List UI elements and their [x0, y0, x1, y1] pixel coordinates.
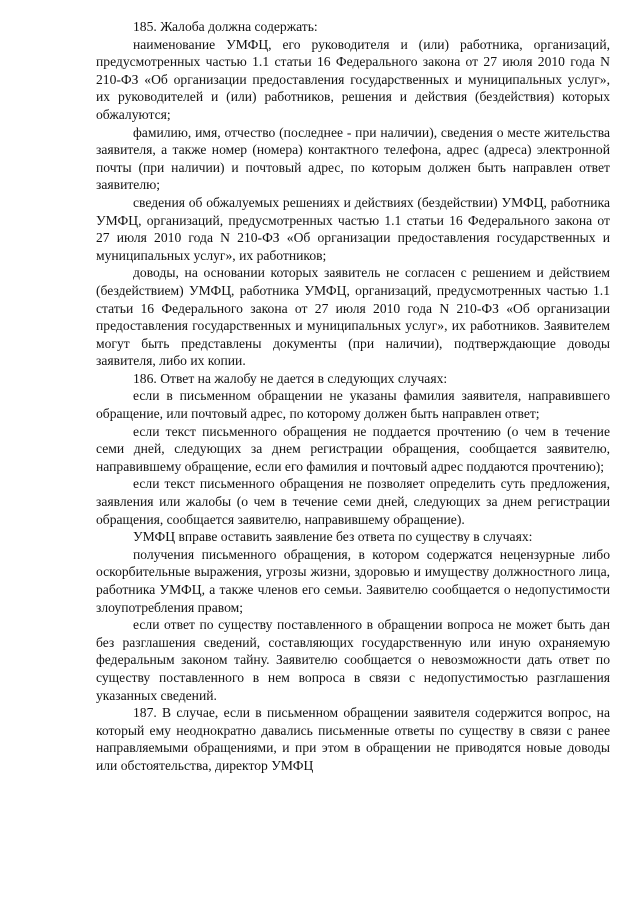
clause-186-item-2: если текст письменного обращения не поддается прочтению (о чем в течение семи дней, следующих за днем регистрации обращения, сообщается заявителю, направившему обращение, если его фамилия и почтовый адрес поддаются прочтению); [96, 423, 610, 474]
clause-186-heading: 186. Ответ на жалобу не дается в следующих случаях: [133, 370, 448, 386]
clause-187: 187. В случае, если в письменном обращении заявителя содержится вопрос, на который ему неоднократно давались письменные ответы по существу в связи с ранее направляемыми обращениями, и при этом в обращении не приводятся новые доводы или обстоятельства, директор УМФЦ [96, 705, 610, 773]
clause-186-item-3: если текст письменного обращения не позволяет определить суть предложения, заявления или жалобы (о чем в течение семи дней, следующих за днем регистрации обращения, сообщается заявителю, направившему обращение). [96, 476, 610, 527]
clause-185-item-3: сведения об обжалуемых решениях и действиях (бездействии) УМФЦ, работника УМФЦ, организаций, предусмотренных частью 1.1 статьи 16 Федерального закона от 27 июля 2010 года N 210-ФЗ «Об организации предоставления государственных и муниципальных услуг», их работников; [96, 194, 610, 263]
clause-185-item-2: фамилию, имя, отчество (последнее - при наличии), сведения о месте жительства заявителя, а также номер (номера) контактного телефона, адрес (адреса) электронной почты (при наличии) и почтовый адрес, по которым должен быть направлен ответ заявителю; [96, 124, 610, 193]
umfc-no-answer-item-2: если ответ по существу поставленного в обращении вопроса не может быть дан без разглашения сведений, составляющих государственную или иную охраняемую федеральным законом тайну. Заявителю сообщается о невозможности дать ответ по существу поставленного в нем вопроса в связи с недопустимостью разглашения указанных сведений. [96, 617, 610, 703]
umfc-no-answer-heading: УМФЦ вправе оставить заявление без ответа по существу в случаях: [133, 529, 533, 545]
clause-185-item-4: доводы, на основании которых заявитель не согласен с решением и действием (бездействием) УМФЦ, работника УМФЦ, организаций, предусмотренных частью 1.1 статьи 16 Федерального закона от 27 июля 2010 года N 210-ФЗ «Об организации предоставления государственных и муниципальных услуг», их работников. Заявителем могут быть представлены документы (при наличии), подтверждающие доводы заявителя, либо их копии. [96, 265, 610, 369]
umfc-no-answer-item-1: получения письменного обращения, в котором содержатся нецензурные либо оскорбительные выражения, угрозы жизни, здоровью и имуществу должностного лица, работника УМФЦ, а также членов его семьи. Заявителю сообщается о недопустимости злоупотребления правом; [96, 546, 610, 615]
clause-186-item-1: если в письменном обращении не указаны фамилия заявителя, направившего обращение, или почтовый адрес, по которому должен быть направлен ответ; [96, 388, 610, 422]
clause-185-item-1: наименование УМФЦ, его руководителя и (или) работника, организаций, предусмотренных частью 1.1 статьи 16 Федерального закона от 27 июля 2010 года N 210-ФЗ «Об организации предоставления государственных и муниципальных услуг», их руководителей и (или) работников, решения и действия (бездействия) которых обжалуются; [96, 36, 610, 122]
clause-185-heading: 185. Жалоба должна содержать: [133, 19, 318, 34]
